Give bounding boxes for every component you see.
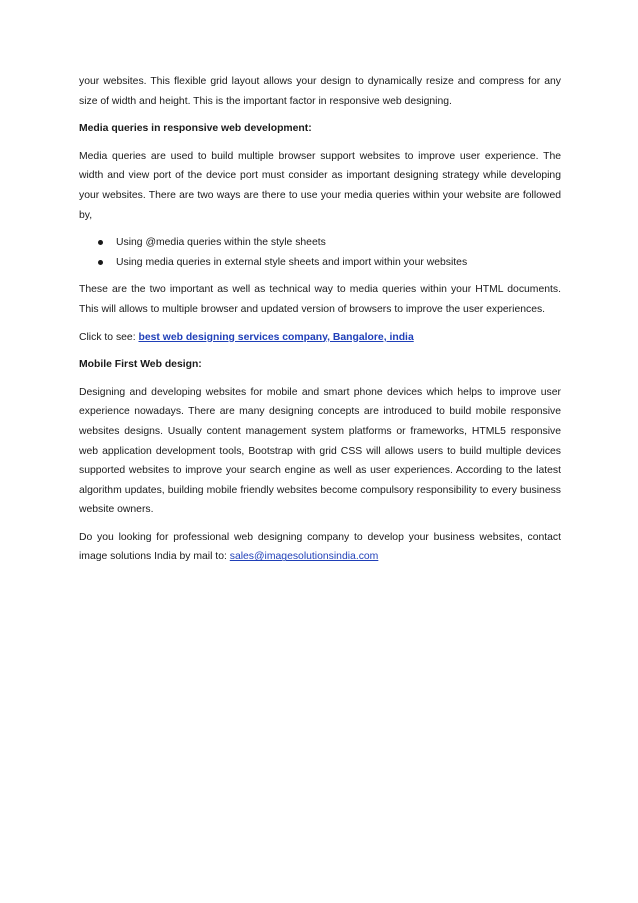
contact-paragraph [79, 528, 561, 567]
document-page [79, 72, 561, 575]
bullet-icon [98, 240, 103, 245]
list-item-text: Using @media queries within the style sheets [116, 237, 326, 249]
list-item-text: Using media queries in external style sheets and import within your websites [116, 256, 468, 268]
web-designing-company-link[interactable]: best web designing services company, Bangalore, india [138, 331, 414, 343]
media-queries-list [79, 233, 561, 272]
contact-text: Do you looking for professional web designing company to develop your business websites, contact image solutions India by mail to: [79, 531, 561, 563]
mobile-first-paragraph: Designing and developing websites for mobile and smart phone devices which helps to improve user experience nowadays. There are many designing concepts are introduced to build mobile responsive websites designs. Usually content management system platforms or frameworks, HTML5 responsive web application development tools, Bootstrap with grid CSS will allows users to build multiple devices supported websites to improve your search engine as well as user experiences. According to the latest algorithm updates, building mobile friendly websites become compulsory responsibility to every business website owners. [79, 386, 561, 516]
mobile-first-heading: Mobile First Web design: [79, 359, 202, 371]
media-queries-paragraph: Media queries are used to build multiple browser support websites to improve user experience. The width and view port of the device port must consider as important designing strategy while developing your websites. There are two ways are there to use your media queries within your website are followed by, [79, 150, 561, 221]
intro-paragraph: your websites. This flexible grid layout allows your design to dynamically resize and compress for any size of width and height. This is the important factor in responsive web designing. [79, 76, 561, 107]
click-to-see-prefix: Click to see: [79, 331, 139, 343]
click-to-see-line [79, 328, 561, 348]
media-queries-heading: Media queries in responsive web development: [79, 123, 312, 135]
list-item [98, 233, 561, 253]
list-item [98, 253, 561, 273]
bullet-icon [98, 260, 103, 265]
media-queries-summary: These are the two important as well as technical way to media queries within your HTML documents. This will allows to multiple browser and updated version of browsers to improve the user experiences. [79, 284, 561, 315]
email-link[interactable]: sales@imagesolutionsindia.com [229, 551, 379, 563]
